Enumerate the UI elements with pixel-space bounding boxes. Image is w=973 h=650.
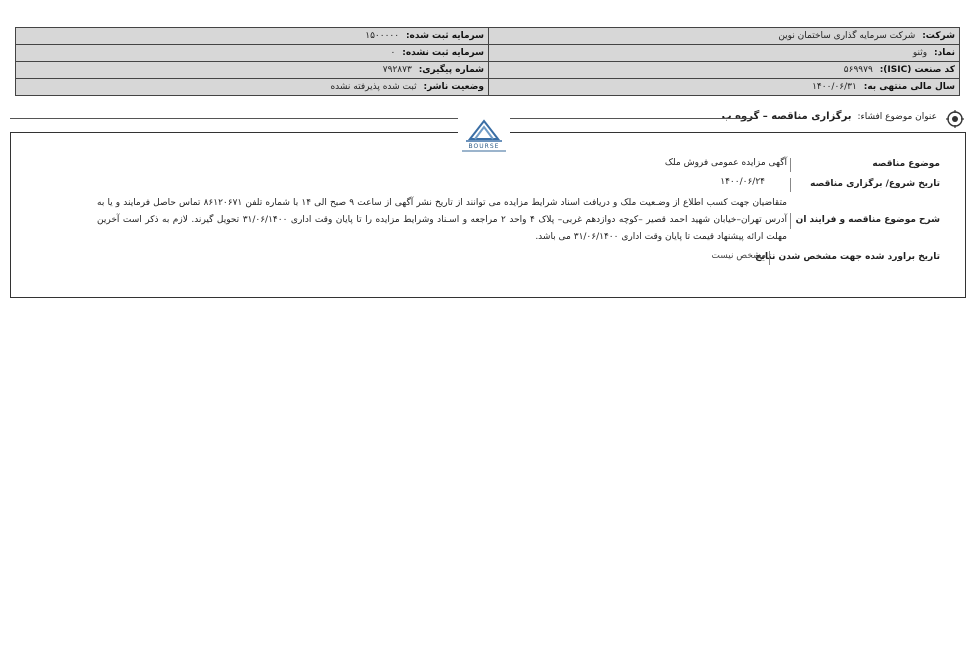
company-label: شرکت: (922, 31, 955, 41)
tracking-label: شماره پیگیری: (418, 65, 484, 75)
capital-registered-label: سرمایه ثبت شده: (405, 31, 484, 41)
subject-text (722, 111, 937, 122)
description-separator (790, 213, 791, 229)
isic-value: ۵۶۹۹۷۹ (843, 65, 873, 75)
topic-label: موضوع مناقصه (872, 159, 940, 169)
bourse-logo-underline (462, 150, 506, 152)
topic-separator (790, 158, 791, 172)
bourse-logo-icon (458, 117, 510, 145)
capital-unregistered-value: ۰ (390, 48, 396, 58)
isic-label: کد صنعت (ISIC): (879, 65, 955, 75)
symbol-cell (489, 45, 960, 62)
publisher-status-value: ثبت شده پذیرفته نشده (330, 82, 417, 92)
company-value: شرکت سرمایه گذاری ساختمان نوین (778, 31, 916, 41)
fiscal-year-label: سال مالی منتهی به: (863, 82, 955, 92)
info-row-2 (16, 45, 960, 62)
publisher-status-cell (16, 79, 489, 96)
bourse-logo (458, 117, 510, 157)
detail-start-date (11, 175, 965, 193)
capital-registered-value: ۱۵۰۰۰۰۰ (365, 31, 400, 41)
subject-divider (10, 118, 752, 119)
subject-label: عنوان موضوع افشاء: (857, 112, 937, 122)
tracking-cell (16, 62, 489, 79)
capital-unregistered-label: سرمایه ثبت نشده: (402, 48, 484, 58)
info-row-4 (16, 79, 960, 96)
detail-description (11, 193, 965, 249)
info-row-3 (16, 62, 960, 79)
description-label: شرح موضوع مناقصه و فرایند ان (795, 215, 940, 225)
details-panel (10, 132, 966, 298)
topic-value: آگهی مزایده عمومی فروش ملک (664, 158, 787, 168)
estimate-date-value: مشخص نیست (711, 251, 766, 261)
detail-estimate-date (11, 249, 965, 267)
tracking-value: ۷۹۲۸۷۳ (382, 65, 412, 75)
start-date-value: ۱۴۰۰/۰۶/۲۴ (720, 177, 765, 187)
company-info-table (15, 27, 960, 96)
bourse-logo-text: BOURSE (468, 143, 500, 150)
fiscal-year-value: ۱۴۰۰/۰۶/۳۱ (812, 82, 857, 92)
symbol-value: وثنو (912, 48, 928, 58)
target-icon (946, 110, 964, 128)
capital-unregistered-cell (16, 45, 489, 62)
fiscal-year-cell (489, 79, 960, 96)
capital-registered-cell (16, 28, 489, 45)
estimate-date-separator (769, 251, 770, 265)
subject-title: برگزاری مناقصه – گروه ب (721, 111, 852, 122)
company-cell (489, 28, 960, 45)
start-date-label: تاریخ شروع/ برگزاری مناقصه (810, 179, 940, 189)
detail-topic (11, 155, 965, 173)
isic-cell (489, 62, 960, 79)
description-value: متقاضیان جهت کسب اطلاع از وضـعیت ملک و دریافت اسناد شرایط مزایده می توانند از تاریخ نشر آگهی از ساعت ۹ صبح الی ۱۴ با شماره تلفن ۸۶۱۲۰۶۷۱ تماس حاصل فرمایند و یا به آدرس تهران–خیابان شهید احمد قصیر –کوچه دوازدهم غربی– پلاک ۴ واحد ۲ مراجعه و اسـناد وشرایط مزایده را تا پایان وقت اداری ۳۱/۰۶/۱۴۰۰ تحویل گیرند. لازم به ذکر است آخرین مهلت ارائه پیشنهاد قیمت تا پایان وقت اداری ۳۱/۰۶/۱۴۰۰ می باشد. (97, 198, 787, 242)
estimate-date-label: تاریخ براورد شده جهت مشخص شدن نتایج (755, 252, 940, 262)
start-date-separator (790, 178, 791, 192)
symbol-label: نماد: (933, 48, 955, 58)
info-row-1 (16, 28, 960, 45)
publisher-status-label: وضعیت ناشر: (423, 82, 484, 92)
